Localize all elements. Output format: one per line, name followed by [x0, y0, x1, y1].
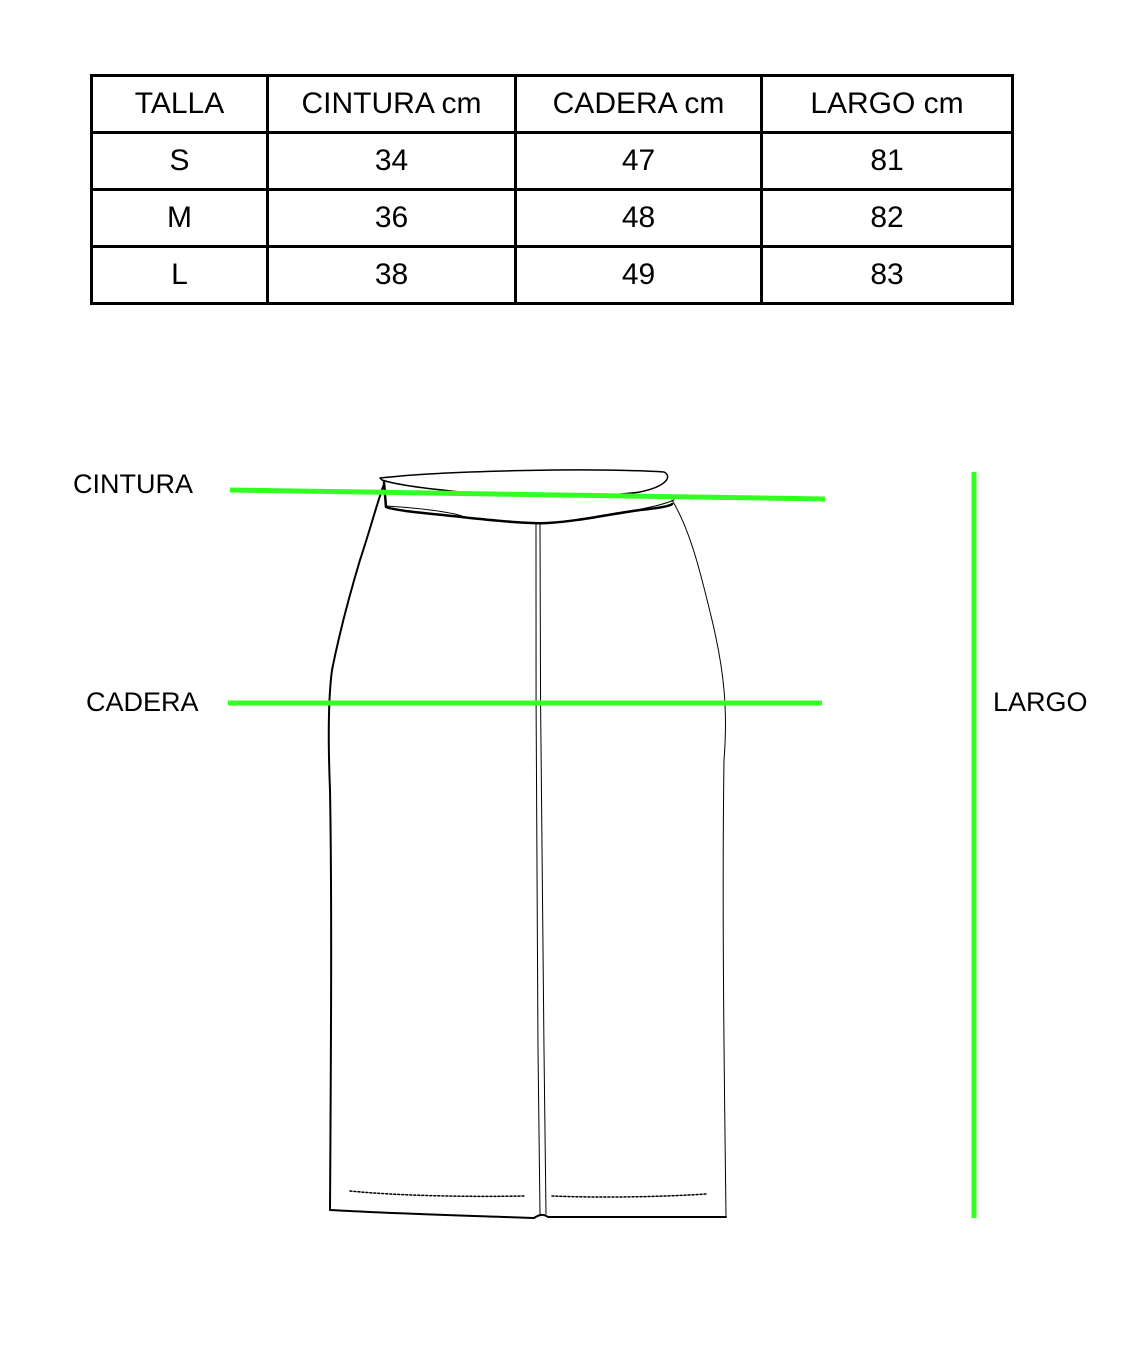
cell-length: 81	[762, 133, 1013, 190]
cell-hip: 47	[516, 133, 762, 190]
cell-waist: 34	[268, 133, 516, 190]
skirt-illustration	[329, 470, 726, 1218]
hem-stitch-left	[350, 1191, 524, 1196]
cell-size: S	[92, 133, 268, 190]
cell-length: 83	[762, 247, 1013, 304]
header-size: TALLA	[92, 76, 268, 133]
skirt-center-seam-inner	[540, 524, 546, 1214]
measurement-lines	[228, 472, 974, 1218]
cell-size: M	[92, 190, 268, 247]
cell-hip: 48	[516, 190, 762, 247]
skirt-center-seam	[536, 524, 540, 1214]
cell-waist: 36	[268, 190, 516, 247]
skirt-left-side	[329, 484, 384, 1210]
skirt-right-side	[672, 500, 726, 1216]
waist-label: CINTURA	[73, 469, 193, 499]
header-hip: CADERA cm	[516, 76, 762, 133]
waist-measure-line	[230, 490, 825, 499]
header-length: LARGO cm	[762, 76, 1013, 133]
hem-stitch-right	[552, 1194, 706, 1197]
cell-waist: 38	[268, 247, 516, 304]
cell-size: L	[92, 247, 268, 304]
length-label: LARGO	[993, 687, 1088, 717]
cell-hip: 49	[516, 247, 762, 304]
hip-label: CADERA	[86, 687, 199, 717]
skirt-hem	[330, 1210, 726, 1218]
header-waist: CINTURA cm	[268, 76, 516, 133]
cell-length: 82	[762, 190, 1013, 247]
